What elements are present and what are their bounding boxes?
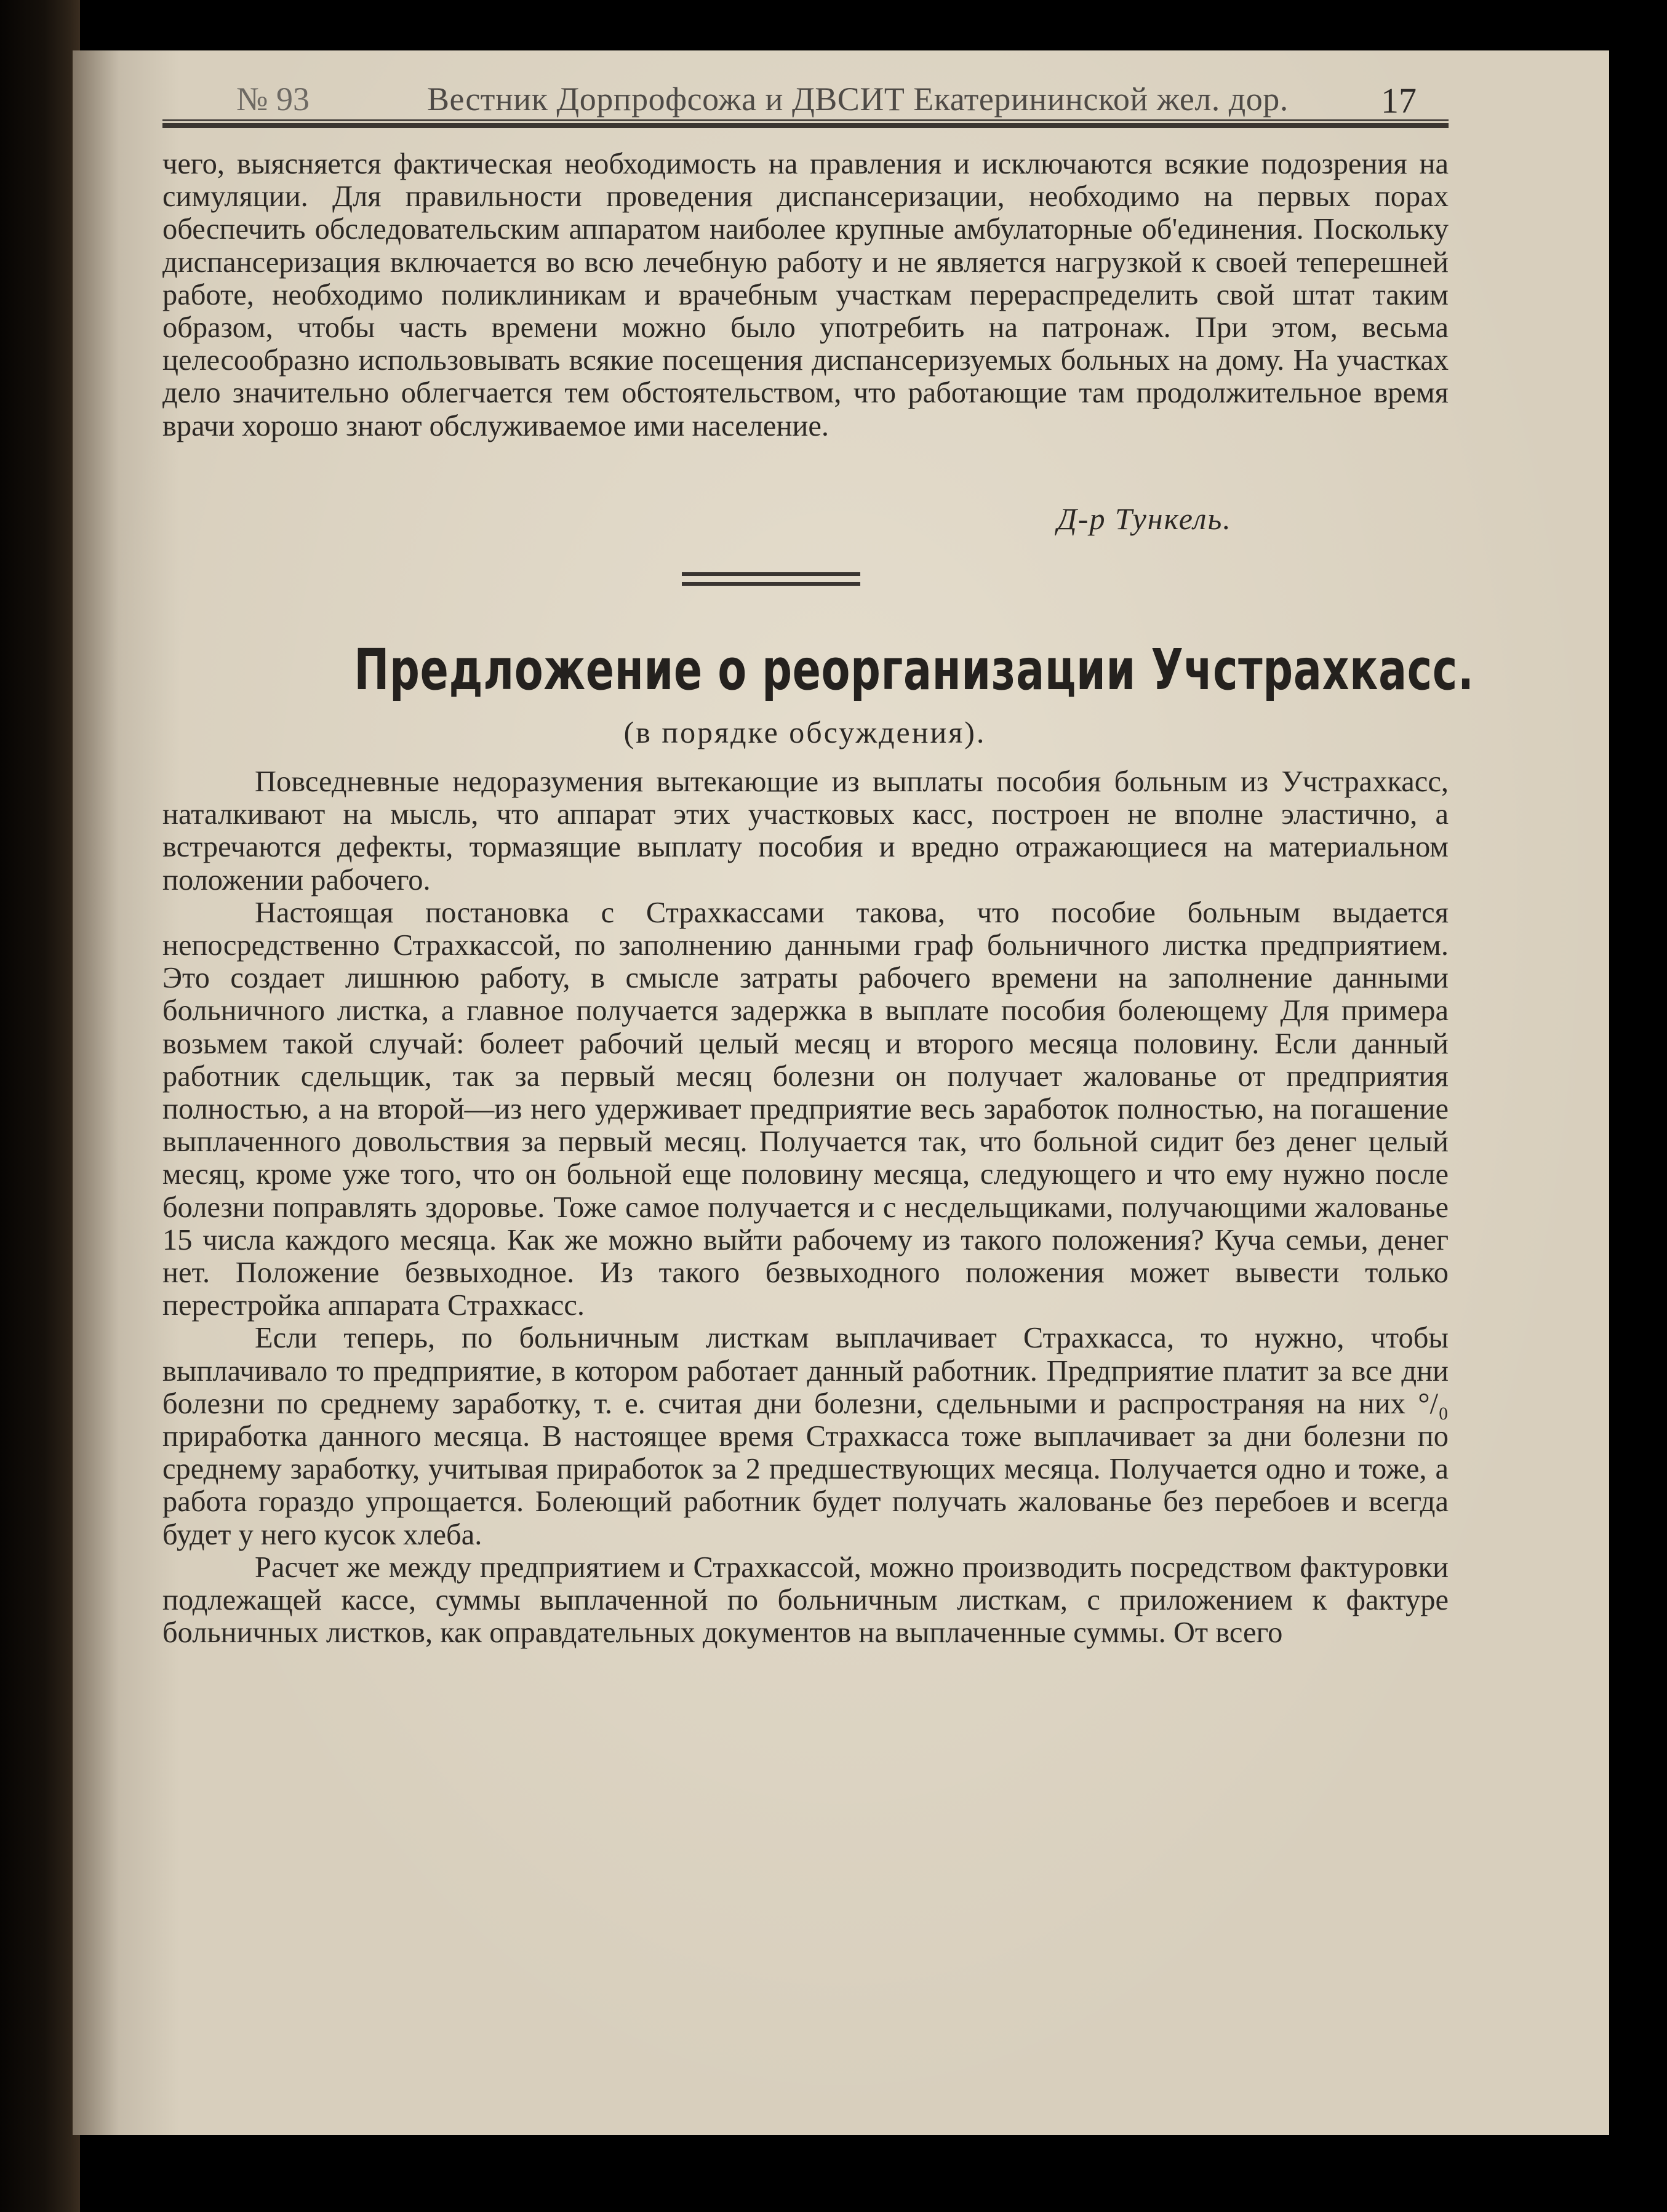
page-number: 17 [1381,81,1417,121]
journal-title: Вестник Дорпрофсожа и ДВСИТ Екатерининской жел. дор. [427,81,1289,118]
article-paragraph: Если теперь, по больничным листкам выплачивает Страхкасса, то нужно, чтобы выплачивало то предприятие, в котором работает данный работник. Предприятие платит за все дни болезни по среднему заработку, т. е. считая дни болезни, сдельными и распространяя на них °/₀ приработка данного месяца. В настоящее время Страхкасса тоже выплачивает за дни болезни по среднему заработку, учитывая приработок за 2 предшествующих месяца. Получается одно и тоже, а работа гораздо упрощается. Болеющий работник будет получать жалованье без перебоев и всегда будет у него кусок хлеба. [162,1322,1449,1551]
book-binding-shadow [0,0,80,2212]
article-paragraph: Повседневные недоразумения вытекающие из выплаты пособия больным из Учстрахкасс, наталкивают на мысль, что аппарат этих участковых касс, построен не вполне эластично, а встречаются дефекты, тормазящие выплату пособия и вредно отражающиеся на материальном положении рабочего. [162,765,1449,896]
article-title: Предложение о реорганизации Учстрахкасс. [354,637,1474,703]
running-header [162,76,1449,126]
article-paragraph: Расчет же между предприятием и Страхкассой, можно производить посредством фактуровки подлежащей кассе, суммы выплаченной по больничным листкам, с приложением к фактуре больничных листков, как оправдательных документов на выплаченные суммы. От всего [162,1551,1449,1650]
issue-number: № 93 [236,81,310,118]
journal-page [73,50,1609,2135]
article-body [162,765,1449,1649]
previous-article-paragraph: чего, выясняется фактическая необходимость на правления и исключаются всякие подозрения на симуляции. Для правильности проведения диспансеризации, необходимо на первых порах обеспечить обследовательским аппаратом наиболее крупные амбулаторные об'единения. Поскольку диспансеризация включается во всю лечебную работу и не является нагрузкой к своей теперешней работе, необходимо поликлиникам и врачебным участкам перераспределить свой штат таким образом, чтобы часть времени можно было употребить на патронаж. При этом, весьма целесообразно использовывать всякие посещения диспансеризуемых больных на дому. На участках дело значительно облегчается тем обстоятельством, что работающие там продолжительное время врачи хорошо знают обслуживаемое ими население. [162,148,1449,442]
header-rule [162,119,1449,128]
article-paragraph: Настоящая постановка с Страхкассами такова, что пособие больным выдается непосредственно Страхкассой, по заполнению данными граф больничного листка предприятием. Это создает лишнюю работу, в смысле затраты рабочего времени на заполнение данными больничного листка, а главное получается задержка в выплате пособия болеющему Для примера возьмем такой случай: болеет рабочий целый месяц и второго месяца половину. Если данный работник сдельщик, так за первый месяц болезни он получает жалованье от предприятия полностью, а на второй—из него удерживает предприятие весь заработок полностью, на погашение выплаченного довольствия за первый месяц. Получается так, что больной сидит без денег целый месяц, кроме уже того, что он больной еще половину месяца, следующего и что ему нужно после болезни поправлять здоровье. Тоже самое получается и с несдельщиками, получающими жалованье 15 числа каждого месяца. Как же можно выйти рабочему из такого положения? Куча семьи, денег нет. Положение безвыходное. Из такого безвыходного положения может вывести только перестройка аппарата Страхкасс. [162,896,1449,1322]
author-signature: Д-р Тункель. [1057,501,1232,536]
previous-article-text [162,148,1449,442]
article-subtitle: (в порядке обсуждения). [623,715,986,749]
section-divider [682,572,860,586]
